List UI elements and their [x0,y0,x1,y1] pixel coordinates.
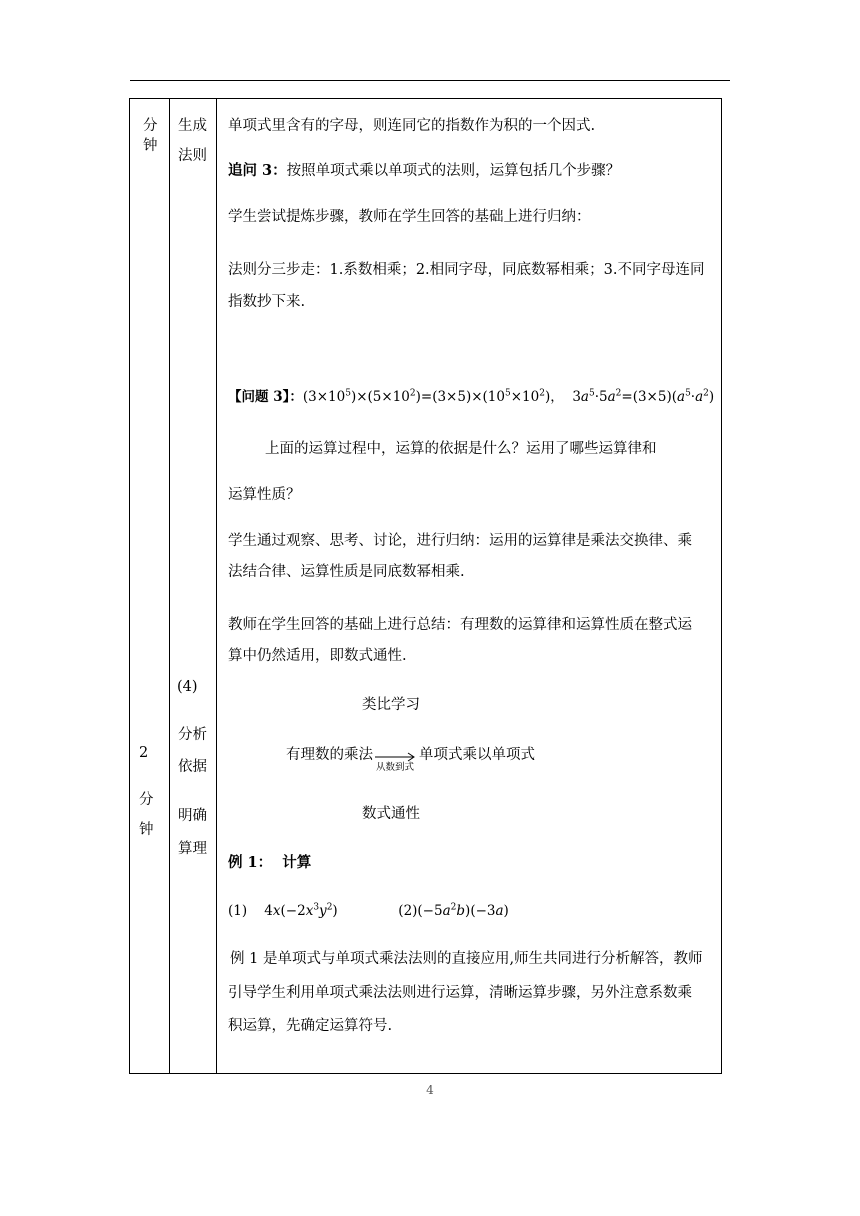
paragraph-example-analysis-line1: 例 1 是单项式与单项式乘法法则的直接应用,师生共同进行分析解答，教师 [230,951,703,967]
analogy-title: 类比学习 [362,697,420,713]
paragraph-example-analysis-line3: 积运算，先确定运算符号. [228,1018,393,1034]
problem-3-expr-e: )， [544,389,564,405]
problem-3-label: 【问题 3】： [228,389,303,405]
math-token: )(−3 [465,903,496,919]
paragraph-student-summary: 学生尝试提炼步骤，教师在学生回答的基础上进行归纳： [228,209,591,225]
paragraph-rule-steps-line1: 法则分三步走：1.系数相乘；2.相同字母，同底数幂相乘；3.不同字母连同 [228,262,705,278]
problem-3-expr-d: ×10 [510,389,540,405]
follow-up-question-3 [228,161,620,181]
time-cell-bottom-b: 钟 [139,822,154,838]
variable: x [272,903,281,919]
example-title: 计算 [282,854,312,871]
problem-3-expr-h: =(3×5)( [621,389,677,405]
exponent: 2 [450,902,457,913]
math-token: ) [503,903,509,919]
math-token: 4 [264,903,273,919]
stage-cell-bottom-c: 明确 [178,808,207,824]
page-number: 4 [426,1083,434,1097]
problem-3-expr-j: ) [708,389,715,405]
variable: a [442,903,451,919]
exponent: 5 [504,388,511,399]
exponent: 3 [313,902,320,913]
exponent: 2 [539,388,545,399]
column-divider [216,99,217,1073]
example-heading [228,853,311,873]
exponent: 5 [588,388,595,399]
header-rule [130,80,730,81]
exponent: 2 [703,388,709,399]
paragraph-teacher-summary-line2: 算中仍然适用，即数式通性. [228,648,407,664]
variable: a [495,903,504,919]
exponent: 2 [409,388,416,399]
problem-3-expr-c: )=(3×5)×(10 [415,389,505,405]
paragraph-rule-steps-line2: 指数抄下来. [228,294,306,310]
stage-cell-top-a: 生成 [178,118,207,134]
time-cell-top-b: 钟 [143,138,158,154]
variable: x [305,903,314,919]
analogy-arrow-label: 从数到式 [376,762,415,773]
variable: b [456,903,466,919]
exponent: 5 [345,388,351,399]
paragraph-induction-line1: 学生通过观察、思考、讨论，进行归纳：运用的运算律是乘法交换律、乘 [228,533,692,549]
analogy-left: 有理数的乘法 [286,747,373,763]
example-items [228,901,509,921]
column-divider [169,99,170,1073]
stage-cell-bottom-a: 分析 [178,727,207,743]
paragraph-rule-tail: 单项式里含有的字母，则连同它的指数作为积的一个因式. [228,118,596,134]
variable: a [607,389,616,405]
exponent: 2 [615,388,622,399]
paragraph-induction-line2: 法结合律、运算性质是同底数幂相乘. [228,564,465,580]
analogy-bottom: 数式通性 [362,806,420,822]
variable: a [580,389,589,405]
paragraph-teacher-summary-line1: 教师在学生回答的基础上进行总结：有理数的运算律和运算性质在整式运 [228,617,692,633]
problem-3-expr-b: )×(5×10 [350,389,410,405]
stage-cell-bottom-d: 算理 [178,841,207,857]
follow-up-text: 按照单项式乘以单项式的法则，运算包括几个步骤？ [286,163,621,179]
stage-cell-bottom-b: 依据 [178,759,207,775]
problem-3 [228,387,714,407]
math-token: (2)(−5 [398,903,443,919]
paragraph-example-analysis-line2: 引导学生利用单项式乘法法则进行运算，清晰运算步骤，另外注意系数乘 [228,985,692,1001]
stage-cell-number: (4) [177,679,198,695]
paragraph-question-line2: 运算性质？ [228,487,301,503]
problem-3-expr-g: ·5 [594,389,608,405]
variable: a [677,389,686,405]
problem-3-expr-i: · [690,389,696,405]
problem-3-expr-f: 3 [572,389,581,405]
exponent: 5 [685,388,691,399]
time-cell-bottom-a: 分 [139,792,154,808]
time-cell-top-a: 分 [143,118,158,134]
variable: a [695,389,704,405]
problem-3-expr-a: (3×10 [302,389,346,405]
paragraph-question-line1: 上面的运算过程中，运算的依据是什么？运用了哪些运算律和 [265,441,657,457]
math-token: (−2 [280,903,306,919]
variable: y [319,903,327,919]
time-cell-number: 2 [139,745,149,761]
lesson-table [129,98,722,1074]
example-label: 例 1： [228,854,273,871]
follow-up-label: 追问 3： [228,162,287,179]
example-item-1-number: (1) [228,903,248,919]
exponent: 2 [326,902,333,913]
analogy-right: 单项式乘以单项式 [419,747,535,763]
math-token: ) [332,903,338,919]
stage-cell-top-b: 法则 [178,148,207,164]
